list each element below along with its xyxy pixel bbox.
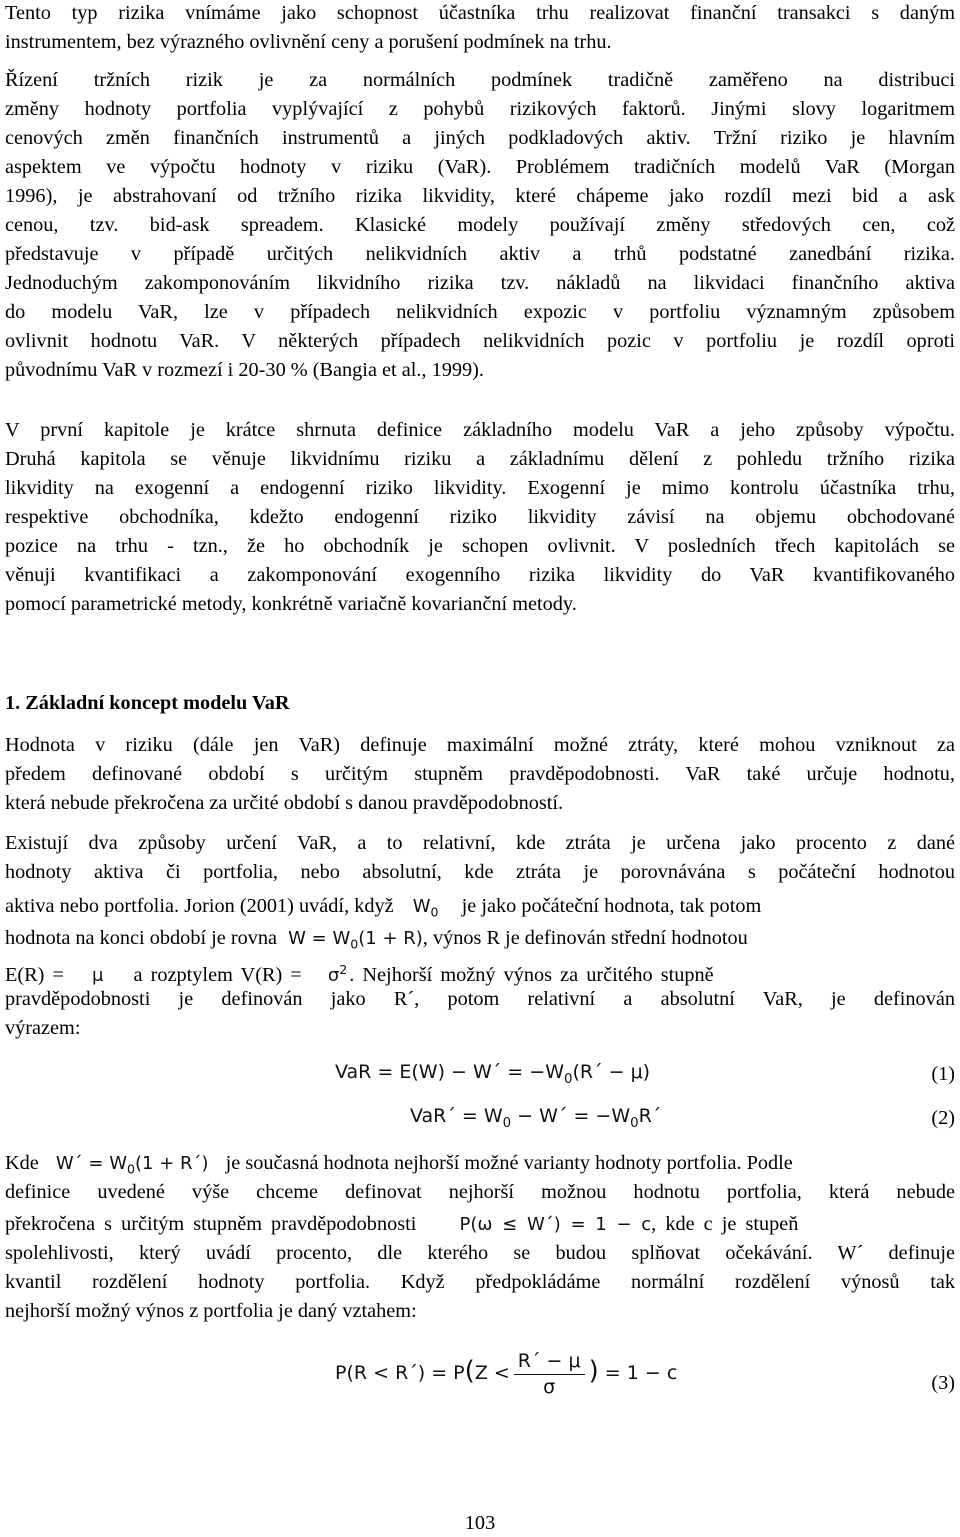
text-line: aspektem ve výpočtu hodnoty v riziku (VaR). Problémem tradičních modelů VaR (Morgan bbox=[5, 156, 955, 178]
equation-number: (1) bbox=[931, 1063, 955, 1085]
math-sigma-squared: $\sigma^2$ bbox=[327, 962, 348, 986]
text-line: nejhorší možný výnos z portfolia je daný vztahem: bbox=[5, 1300, 417, 1322]
math-mu: μ bbox=[92, 965, 104, 986]
text-span: , výnos R je definován střední hodnotou bbox=[422, 927, 748, 949]
text-line: Tento typ rizika vnímáme jako schopnost účastníka trhu realizovat finanční transakci s daným bbox=[5, 2, 955, 24]
text-line: změny hodnoty portfolia vyplývající z pohybů rizikových faktorů. Jinými slovy logaritmem bbox=[5, 98, 955, 120]
text-span: aktiva nebo portfolia. Jorion (2001) uvádí, když bbox=[5, 895, 394, 917]
text-line: pomocí parametrické metody, konkrétně variačně kovarianční metody. bbox=[5, 593, 577, 615]
text-line: likvidity na exogenní a endogenní riziko likvidity. Exogenní je mimo kontrolu účastníka trhu, bbox=[5, 477, 955, 499]
text-span: je současná hodnota nejhorší možné varianty hodnoty portfolia. Podle bbox=[225, 1152, 793, 1174]
text-line: pozice na trhu - tzn., že ho obchodník je schopen ovlivnit. V posledních třech kapitolách se bbox=[5, 535, 955, 557]
text-line: která nebude překročena za určité období s danou pravděpodobností. bbox=[5, 792, 564, 814]
text-line: respektive obchodníka, kdežto endogenní riziko likvidity závisí na objemu obchodované bbox=[5, 506, 955, 528]
text-line: kvantil rozdělení hodnoty portfolia. Když předpokládáme normální rozdělení výnosů tak bbox=[5, 1271, 955, 1293]
text-line: cenou, tzv. bid-ask spreadem. Klasické modely používají změny středových cen, což bbox=[5, 214, 955, 236]
text-line: ovlivnit hodnotu VaR. V některých případech nelikvidních pozic v portfoliu je rozdíl oproti bbox=[5, 330, 955, 352]
equation-2 bbox=[5, 1099, 955, 1133]
text-line-with-math bbox=[5, 925, 955, 958]
text-line-with-math bbox=[5, 893, 955, 926]
text-span: . Nejhorší možný výnos za určitého stupně bbox=[349, 964, 714, 986]
text-line: definice uvedené výše chceme definovat nejhorší možnou hodnotu portfolia, která nebude bbox=[5, 1181, 955, 1203]
equation-2-body: VaR´ = $W_0$ − W´ = $-W_0R´$ bbox=[410, 1105, 662, 1131]
text-line-with-math bbox=[5, 1211, 955, 1238]
text-line: výrazem: bbox=[5, 1017, 81, 1039]
text-span: Kde bbox=[5, 1152, 39, 1174]
text-line: spolehlivosti, který uvádí procento, dle kterého se budou splňovat očekávání. W´ definuje bbox=[5, 1242, 955, 1264]
page-number: 103 bbox=[464, 1512, 496, 1534]
text-line: Řízení tržních rizik je za normálních podmínek tradičně zaměřeno na distribuci bbox=[5, 69, 955, 91]
text-line: pravděpodobnosti je definován jako R´, potom relativní a absolutní VaR, je definován bbox=[5, 988, 955, 1010]
equation-1-body: VaR = E(W) − W´ = $-W_0(R´ - \mu)$ bbox=[335, 1061, 651, 1087]
math-w0: $W_0$ bbox=[412, 896, 439, 920]
equation-number: (3) bbox=[931, 1372, 955, 1394]
text-line: 1996), je abstrahovaní od tržního rizika likvidity, které chápeme jako rozdíl mezi bid a ask bbox=[5, 185, 955, 207]
text-line: původnímu VaR v rozmezí i 20-30 % (Bangia et al., 1999). bbox=[5, 359, 484, 381]
text-line: instrumentem, bez výrazného ovlivnění ceny a porušení podmínek na trhu. bbox=[5, 31, 612, 53]
text-line: představuje v případě určitých nelikvidních aktiv a trhů podstatné zanedbání rizika. bbox=[5, 243, 955, 265]
text-line: věnuji kvantifikaci a zakomponování exogenního rizika likvidity do VaR kvantifikovaného bbox=[5, 564, 955, 586]
text-line: cenových změn finančních instrumentů a jiných podkladových aktiv. Tržní riziko je hlavním bbox=[5, 127, 955, 149]
fraction: $\frac{R´ - \mu}{\sigma}$ bbox=[514, 1348, 585, 1399]
text-span: E(R) = bbox=[5, 964, 64, 986]
section-heading: 1. Základní koncept modelu VaR bbox=[5, 692, 290, 714]
equation-1 bbox=[5, 1055, 955, 1089]
equation-3 bbox=[5, 1336, 955, 1406]
equation-number: (2) bbox=[931, 1107, 955, 1129]
math-w-equation: $W = W_0(1 + R)$ bbox=[288, 928, 423, 952]
text-span: , kde c je stupeň bbox=[651, 1213, 799, 1235]
text-line: hodnoty aktiva či portfolia, nebo absolutní, kde ztráta je porovnávána s počáteční hodnotou bbox=[5, 861, 955, 883]
text-span: hodnota na konci období je rovna bbox=[5, 927, 278, 949]
text-line: Existují dva způsoby určení VaR, a to relativní, kde ztráta je určena jako procento z dané bbox=[5, 832, 955, 854]
text-line: Jednoduchým zakomponováním likvidního rizika tzv. nákladů na likvidaci finančního aktiva bbox=[5, 272, 955, 294]
equation-3-body: P(R < R´) = P(Z < $\frac{R´ - \mu}{\sigma}$ ) = 1 − c bbox=[335, 1350, 678, 1398]
text-span: je jako počáteční hodnota, tak potom bbox=[461, 895, 762, 917]
text-line: Hodnota v riziku (dále jen VaR) definuje maximální možné ztráty, které mohou vzniknout za bbox=[5, 734, 955, 756]
text-line: do modelu VaR, lze v případech nelikvidních expozic v portfoliu významným způsobem bbox=[5, 301, 955, 323]
text-line: předem definované období s určitým stupněm pravděpodobnosti. VaR také určuje hodnotu, bbox=[5, 763, 955, 785]
text-line-with-math bbox=[5, 1150, 955, 1183]
text-line: V první kapitole je krátce shrnuta definice základního modelu VaR a jeho způsoby výpočtu. bbox=[5, 419, 955, 441]
text-line: Druhá kapitola se věnuje likvidnímu riziku a základnímu dělení z pohledu tržního rizika bbox=[5, 448, 955, 470]
math-probability: P(ω ≤ W´) = 1 − c bbox=[459, 1214, 652, 1235]
text-span: překročena s určitým stupněm pravděpodobnosti bbox=[5, 1213, 417, 1235]
text-line-with-math bbox=[5, 957, 955, 989]
text-span: a rozptylem V(R) = bbox=[133, 964, 302, 986]
math-wprime: W´ = $W_0(1$ + R´) bbox=[55, 1153, 209, 1177]
